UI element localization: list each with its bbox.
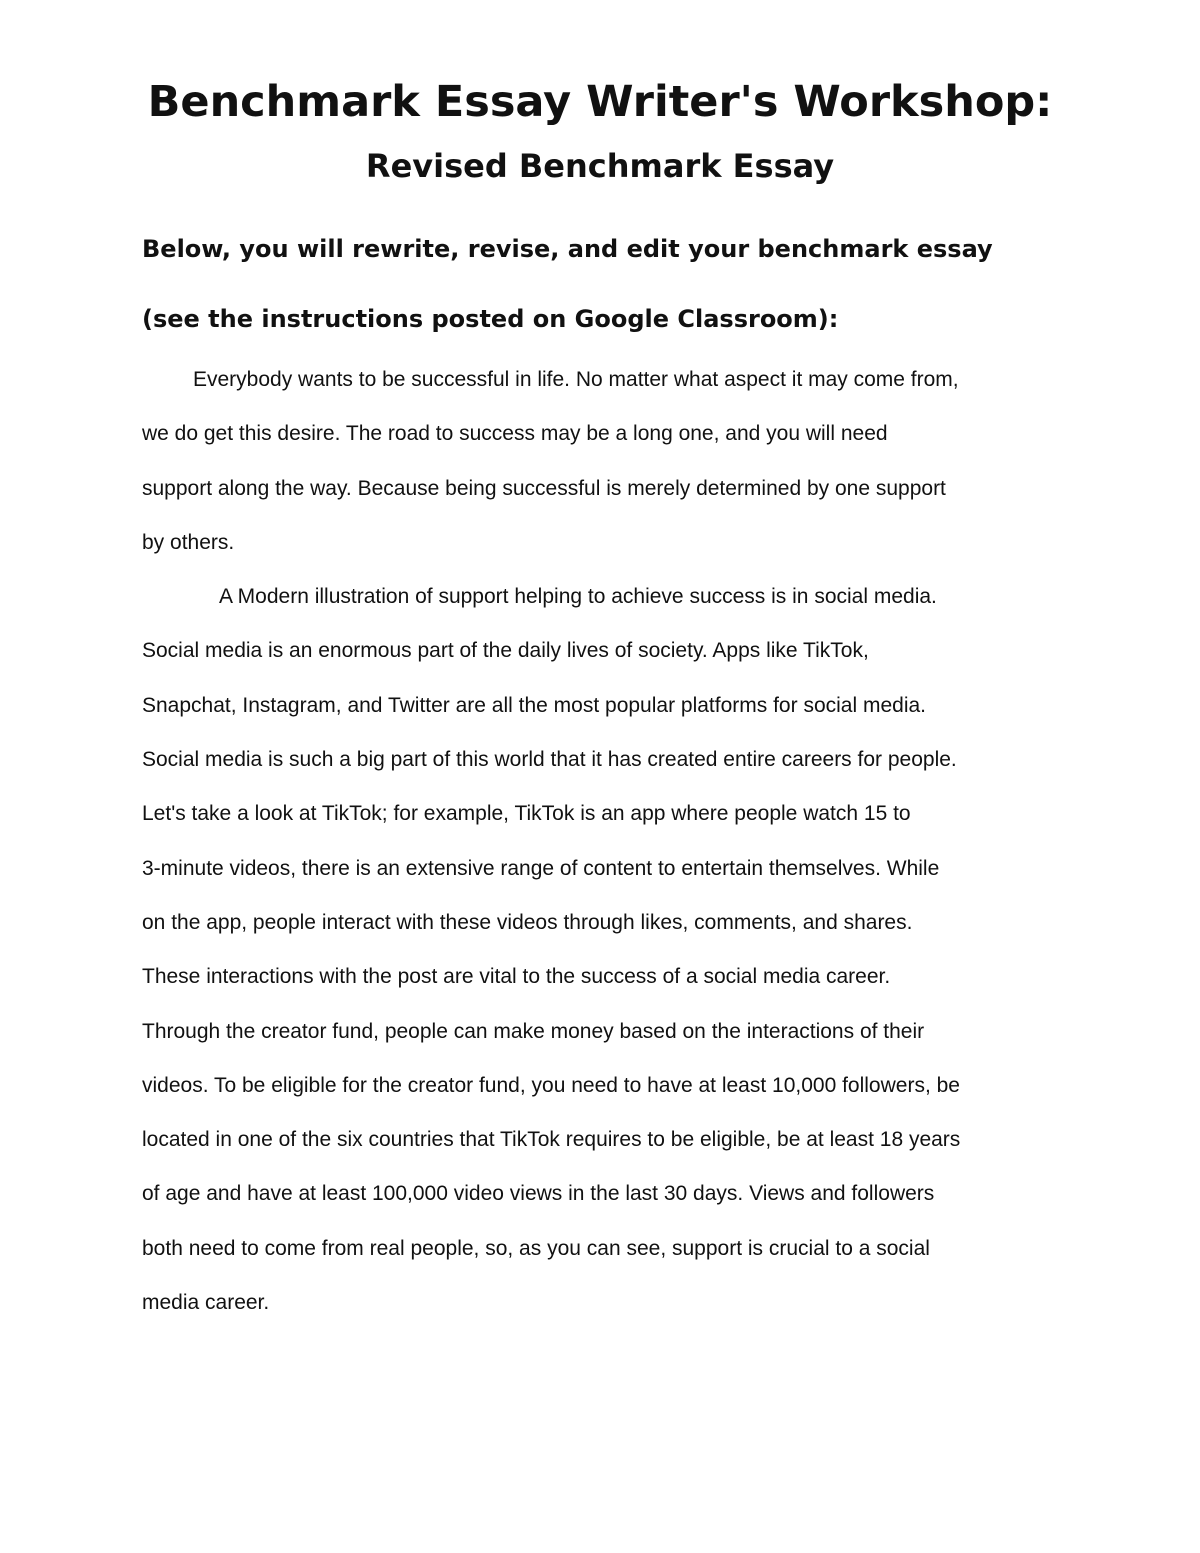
paragraph-line: Let's take a look at TikTok; for example, TikTok is an app where people watch 15 to	[142, 802, 911, 826]
paragraph-2	[142, 570, 1082, 1330]
paragraph-line: media career.	[142, 1291, 270, 1315]
paragraph-line: support along the way. Because being successful is merely determined by one support	[142, 476, 946, 500]
paragraph-line: Social media is such a big part of this world that it has created entire careers for people.	[142, 748, 957, 772]
instructions-line: Below, you will rewrite, revise, and edit your benchmark essay	[142, 235, 993, 263]
paragraph-line: These interactions with the post are vital to the success of a social media career.	[142, 965, 891, 989]
instructions	[142, 214, 1102, 354]
paragraph-line: we do get this desire. The road to success may be a long one, and you will need	[142, 422, 888, 446]
paragraph-line: Snapchat, Instagram, and Twitter are all the most popular platforms for social media.	[142, 693, 926, 717]
paragraph-line: 3-minute videos, there is an extensive range of content to entertain themselves. While	[142, 856, 940, 880]
document-title: Benchmark Essay Writer's Workshop:	[147, 77, 1053, 127]
essay-body	[142, 353, 1082, 1330]
paragraph-1	[142, 353, 1082, 570]
paragraph-line: located in one of the six countries that TikTok requires to be eligible, be at least 18 years	[142, 1128, 961, 1152]
paragraph-line: A Modern illustration of support helping to achieve success is in social media.	[219, 585, 937, 609]
instructions-line: (see the instructions posted on Google Classroom):	[142, 305, 839, 333]
paragraph-line: Social media is an enormous part of the daily lives of society. Apps like TikTok,	[142, 639, 869, 663]
paragraph-line: by others.	[142, 530, 235, 554]
paragraph-line: both need to come from real people, so, as you can see, support is crucial to a social	[142, 1236, 930, 1260]
paragraph-line: Through the creator fund, people can make money based on the interactions of their	[142, 1019, 925, 1043]
paragraph-line: videos. To be eligible for the creator fund, you need to have at least 10,000 followers, be	[142, 1073, 960, 1097]
document-subtitle: Revised Benchmark Essay	[365, 147, 835, 185]
paragraph-line: Everybody wants to be successful in life. No matter what aspect it may come from,	[193, 368, 959, 391]
paragraph-line: of age and have at least 100,000 video views in the last 30 days. Views and followers	[142, 1182, 935, 1206]
paragraph-line: on the app, people interact with these videos through likes, comments, and shares.	[142, 910, 913, 934]
